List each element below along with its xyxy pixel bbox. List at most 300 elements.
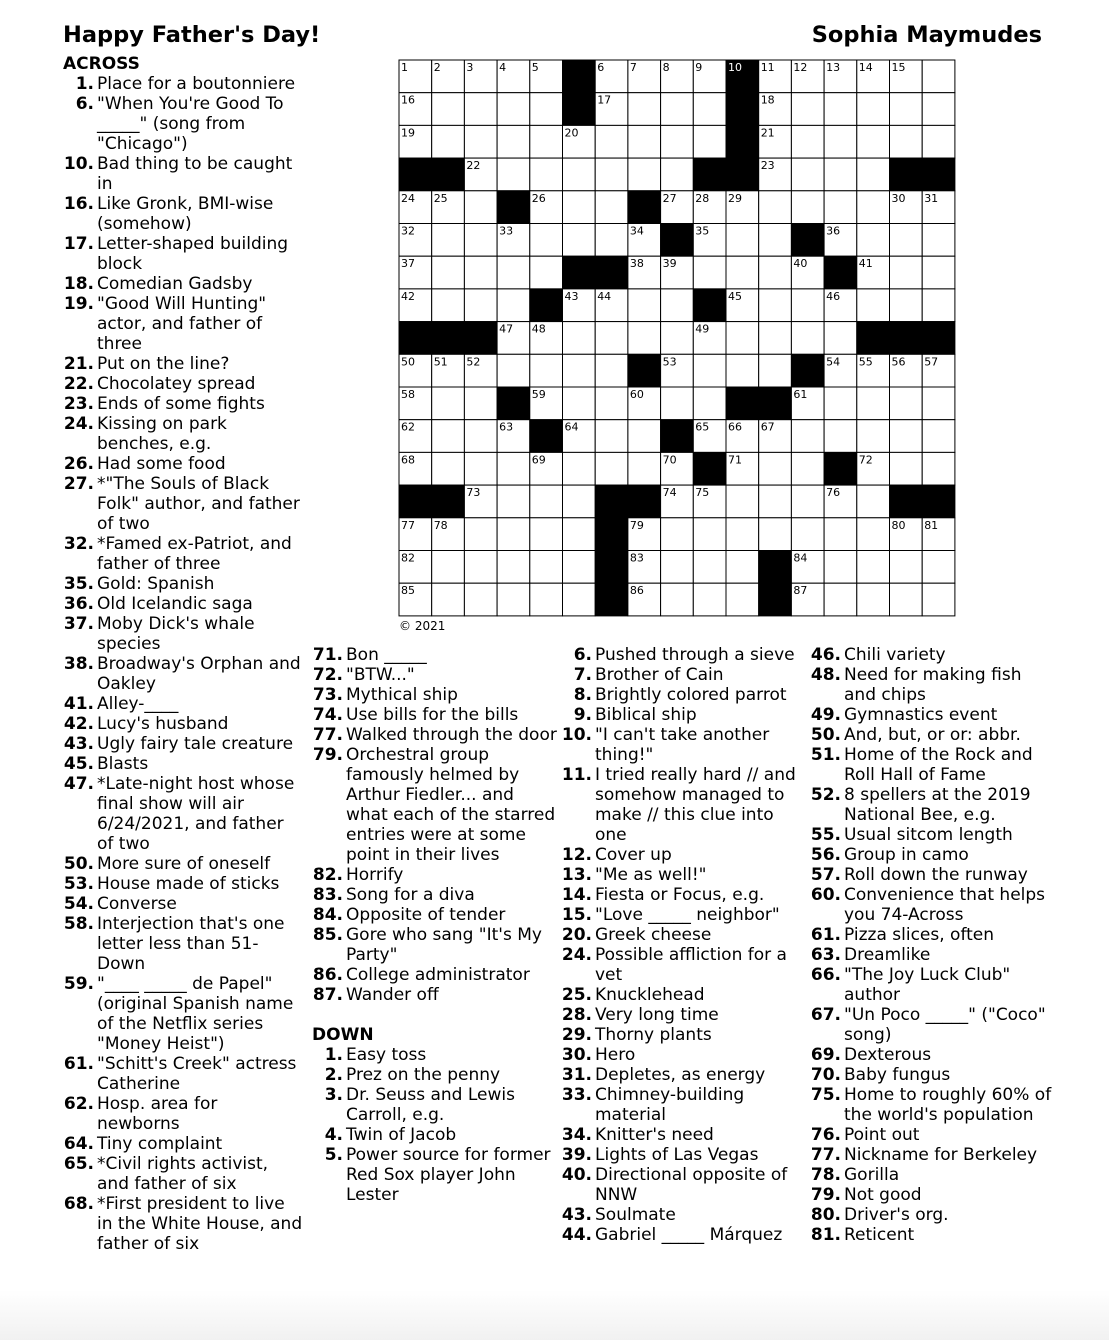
grid-cell[interactable] [693, 93, 726, 126]
clue-item[interactable] [810, 885, 1054, 925]
clue-number: 53. [63, 874, 94, 894]
clue-item[interactable] [63, 234, 303, 274]
grid-cell[interactable] [857, 420, 890, 453]
grid-cell[interactable] [922, 583, 955, 616]
grid-cell[interactable] [791, 322, 824, 355]
grid-cell[interactable] [791, 289, 824, 322]
grid-cell[interactable] [791, 93, 824, 126]
grid-cell[interactable] [759, 224, 792, 257]
clue-item[interactable] [810, 1185, 1054, 1205]
clue-item[interactable] [561, 925, 806, 945]
grid-cell[interactable] [759, 354, 792, 387]
clue-item[interactable] [312, 1045, 560, 1065]
clue-item[interactable] [63, 1194, 303, 1254]
grid-cell[interactable] [661, 387, 694, 420]
clue-column-4 [810, 645, 1054, 1245]
grid-cell[interactable] [791, 485, 824, 518]
grid-cell[interactable] [432, 289, 465, 322]
grid-cell[interactable] [432, 583, 465, 616]
clue-item[interactable] [561, 665, 806, 685]
clue-item[interactable] [312, 865, 560, 885]
grid-cell[interactable] [432, 387, 465, 420]
grid-cell[interactable] [791, 518, 824, 551]
grid-cell[interactable] [693, 583, 726, 616]
clue-item[interactable] [63, 974, 303, 1054]
clue-item[interactable] [63, 1154, 303, 1194]
grid-cell[interactable] [922, 452, 955, 485]
clue-item[interactable] [561, 1205, 806, 1225]
clue-item[interactable] [63, 474, 303, 534]
grid-cell[interactable] [922, 93, 955, 126]
clue-item[interactable] [561, 945, 806, 985]
clue-item[interactable] [63, 394, 303, 414]
grid-cell[interactable] [824, 322, 857, 355]
cell-number: 7 [629, 61, 637, 74]
clue-item[interactable] [561, 1025, 806, 1045]
black-square [497, 387, 530, 420]
clue-text: Brightly colored parrot [595, 685, 787, 705]
clue-item[interactable] [810, 1125, 1054, 1145]
clue-item[interactable] [312, 905, 560, 925]
black-square [759, 583, 792, 616]
grid-cell[interactable] [890, 289, 923, 322]
clue-text: Gorilla [844, 1165, 900, 1185]
grid-cell[interactable] [824, 420, 857, 453]
grid-cell[interactable] [890, 551, 923, 584]
grid-cell[interactable] [464, 191, 497, 224]
grid-cell[interactable] [530, 518, 563, 551]
clue-item[interactable] [810, 725, 1054, 745]
grid-cell[interactable] [824, 93, 857, 126]
cell-number: 25 [433, 191, 448, 205]
clue-item[interactable] [63, 1054, 303, 1094]
clue-item[interactable] [810, 1065, 1054, 1085]
grid-cell[interactable] [464, 387, 497, 420]
clue-item[interactable] [63, 614, 303, 654]
grid-cell[interactable] [628, 452, 661, 485]
grid-cell[interactable] [726, 518, 759, 551]
black-square [922, 158, 955, 191]
grid-cell[interactable] [661, 93, 694, 126]
grid-cell[interactable] [726, 322, 759, 355]
grid-cell[interactable] [628, 420, 661, 453]
grid-cell[interactable] [595, 420, 628, 453]
grid-cell[interactable] [759, 485, 792, 518]
clue-item[interactable] [63, 74, 303, 94]
grid-cell[interactable] [857, 518, 890, 551]
grid-cell[interactable] [661, 583, 694, 616]
grid-cell[interactable] [661, 289, 694, 322]
grid-cell[interactable] [857, 224, 890, 257]
clue-item[interactable] [561, 845, 806, 865]
grid-cell[interactable] [530, 158, 563, 191]
grid-cell[interactable] [890, 420, 923, 453]
clue-item[interactable] [312, 925, 560, 965]
clue-item[interactable] [561, 865, 806, 885]
grid-cell[interactable] [497, 551, 530, 584]
clue-item[interactable] [561, 725, 806, 765]
grid-cell[interactable] [922, 420, 955, 453]
clue-number: 20. [561, 925, 592, 945]
grid-cell[interactable] [432, 551, 465, 584]
clue-item[interactable] [561, 985, 806, 1005]
grid-cell[interactable] [759, 256, 792, 289]
clue-item[interactable] [63, 594, 303, 614]
grid-cell[interactable] [661, 551, 694, 584]
clue-item[interactable] [810, 845, 1054, 865]
grid-cell[interactable] [563, 551, 596, 584]
clue-item[interactable] [63, 854, 303, 874]
clue-number: 55. [810, 825, 841, 845]
clue-item[interactable] [810, 1225, 1054, 1245]
clue-text: Tiny complaint [97, 1134, 223, 1154]
clue-item[interactable] [312, 705, 560, 725]
clue-text: Bad thing to be caught in [97, 154, 293, 194]
clue-item[interactable] [63, 574, 303, 594]
clue-number: 78. [810, 1165, 841, 1185]
clue-item[interactable] [810, 1005, 1054, 1045]
clue-item[interactable] [810, 665, 1054, 705]
grid-cell[interactable] [497, 583, 530, 616]
grid-cell[interactable] [563, 191, 596, 224]
grid-cell[interactable] [661, 125, 694, 158]
grid-cell[interactable] [824, 518, 857, 551]
grid-cell[interactable] [464, 452, 497, 485]
clue-item[interactable] [63, 454, 303, 474]
clue-item[interactable] [810, 645, 1054, 665]
clue-item[interactable] [561, 705, 806, 725]
clue-item[interactable] [63, 274, 303, 294]
grid-cell[interactable] [628, 125, 661, 158]
clue-item[interactable] [312, 745, 560, 865]
grid-cell[interactable] [857, 583, 890, 616]
grid-cell[interactable] [661, 158, 694, 191]
clue-item[interactable] [561, 1045, 806, 1065]
grid-cell[interactable] [497, 289, 530, 322]
clue-item[interactable] [810, 705, 1054, 725]
clue-item[interactable] [810, 1045, 1054, 1065]
cell-number: 40 [793, 257, 808, 271]
grid-cell[interactable] [693, 256, 726, 289]
grid-cell[interactable] [563, 158, 596, 191]
clue-item[interactable] [63, 194, 303, 234]
grid-cell[interactable] [628, 289, 661, 322]
grid-cell[interactable] [693, 387, 726, 420]
clue-item[interactable] [312, 1085, 560, 1125]
clue-text: Lights of Las Vegas [595, 1145, 759, 1165]
grid-cell[interactable] [530, 583, 563, 616]
grid-cell[interactable] [497, 354, 530, 387]
cell-number: 5 [531, 61, 539, 74]
clue-item[interactable] [63, 754, 303, 774]
clue-number: 68. [63, 1194, 94, 1214]
clue-item[interactable] [561, 685, 806, 705]
grid-cell[interactable] [432, 420, 465, 453]
grid-cell[interactable] [464, 518, 497, 551]
clue-item[interactable] [561, 1125, 806, 1145]
cell-number: 31 [924, 191, 939, 205]
clue-text: Bon _____ [346, 645, 427, 665]
clue-item[interactable] [561, 1165, 806, 1205]
grid-cell[interactable] [432, 256, 465, 289]
grid-cell[interactable] [890, 583, 923, 616]
clue-item[interactable] [63, 294, 303, 354]
grid-cell[interactable] [693, 354, 726, 387]
grid-cell[interactable] [563, 485, 596, 518]
cell-number: 41 [858, 257, 873, 271]
grid-cell[interactable] [595, 224, 628, 257]
grid-cell[interactable] [759, 289, 792, 322]
clue-item[interactable] [63, 94, 303, 154]
cell-number: 75 [695, 486, 710, 500]
grid-cell[interactable] [464, 125, 497, 158]
grid-cell[interactable] [464, 551, 497, 584]
cell-number: 48 [531, 322, 546, 336]
grid-cell[interactable] [824, 387, 857, 420]
clue-item[interactable] [63, 374, 303, 394]
grid-cell[interactable] [497, 125, 530, 158]
clue-item[interactable] [810, 785, 1054, 825]
grid-cell[interactable] [922, 551, 955, 584]
grid-cell[interactable] [890, 387, 923, 420]
grid-cell[interactable] [922, 256, 955, 289]
clue-number: 85. [312, 925, 343, 945]
grid-cell[interactable] [791, 191, 824, 224]
clue-item[interactable] [63, 734, 303, 754]
clue-item[interactable] [312, 645, 560, 665]
clue-number: 9. [573, 705, 592, 725]
grid-cell[interactable] [824, 551, 857, 584]
grid-cell[interactable] [693, 551, 726, 584]
grid-cell[interactable] [922, 224, 955, 257]
clue-item[interactable] [63, 874, 303, 894]
clue-text: Walked through the door [346, 725, 557, 745]
clue-text: Depletes, as energy [595, 1065, 766, 1085]
clue-item[interactable] [63, 1134, 303, 1154]
grid-cell[interactable] [628, 322, 661, 355]
clue-item[interactable] [312, 965, 560, 985]
grid-cell[interactable] [791, 158, 824, 191]
grid-cell[interactable] [432, 125, 465, 158]
grid-cell[interactable] [824, 583, 857, 616]
clue-text: Point out [844, 1125, 920, 1145]
grid-cell[interactable] [530, 551, 563, 584]
clue-text: "Schitt's Creek" actress Catherine [97, 1054, 297, 1094]
grid-cell[interactable] [530, 93, 563, 126]
grid-cell[interactable] [857, 158, 890, 191]
grid-cell[interactable] [497, 256, 530, 289]
grid-cell[interactable] [464, 289, 497, 322]
clue-item[interactable] [63, 354, 303, 374]
clue-item[interactable] [810, 1085, 1054, 1125]
clue-item[interactable] [312, 665, 560, 685]
clue-item[interactable] [561, 905, 806, 925]
crossword-grid[interactable] [398, 59, 956, 617]
grid-cell[interactable] [563, 387, 596, 420]
grid-cell[interactable] [922, 289, 955, 322]
grid-cell[interactable] [628, 158, 661, 191]
clue-item[interactable] [63, 914, 303, 974]
grid-cell[interactable] [661, 518, 694, 551]
grid-cell[interactable] [759, 452, 792, 485]
grid-cell[interactable] [432, 452, 465, 485]
grid-cell[interactable] [628, 93, 661, 126]
grid-cell[interactable] [857, 289, 890, 322]
clue-item[interactable] [312, 1145, 560, 1205]
grid-cell[interactable] [693, 518, 726, 551]
clue-item[interactable] [312, 725, 560, 745]
grid-cell[interactable] [857, 485, 890, 518]
grid-cell[interactable] [595, 354, 628, 387]
grid-cell[interactable] [497, 485, 530, 518]
grid-cell[interactable] [726, 256, 759, 289]
grid-cell[interactable] [595, 125, 628, 158]
clue-item[interactable] [63, 654, 303, 694]
grid-cell[interactable] [464, 420, 497, 453]
grid-cell[interactable] [497, 158, 530, 191]
clue-item[interactable] [561, 1005, 806, 1025]
grid-cell[interactable] [595, 191, 628, 224]
grid-cell[interactable] [759, 518, 792, 551]
grid-cell[interactable] [759, 322, 792, 355]
grid-cell[interactable] [857, 191, 890, 224]
clue-item[interactable] [561, 645, 806, 665]
grid-cell[interactable] [530, 485, 563, 518]
grid-cell[interactable] [464, 224, 497, 257]
black-square [922, 485, 955, 518]
grid-cell[interactable] [693, 125, 726, 158]
grid-cell[interactable] [497, 452, 530, 485]
grid-cell[interactable] [890, 452, 923, 485]
grid-cell[interactable] [824, 125, 857, 158]
clue-item[interactable] [63, 774, 303, 854]
clue-item[interactable] [561, 885, 806, 905]
clue-number: 77. [312, 725, 343, 745]
clue-item[interactable] [63, 154, 303, 194]
grid-cell[interactable] [563, 224, 596, 257]
black-square [726, 158, 759, 191]
clue-item[interactable] [810, 1165, 1054, 1185]
clue-number: 42. [63, 714, 94, 734]
clue-item[interactable] [63, 714, 303, 734]
clue-text: "Good Will Hunting" actor, and father of three [97, 294, 267, 354]
clue-text: Need for making fish and chips [844, 665, 1022, 705]
black-square [693, 452, 726, 485]
grid-cell[interactable] [857, 387, 890, 420]
clue-item[interactable] [63, 694, 303, 714]
grid-cell[interactable] [563, 452, 596, 485]
clue-item[interactable] [312, 1065, 560, 1085]
grid-cell[interactable] [726, 583, 759, 616]
grid-cell[interactable] [890, 125, 923, 158]
grid-cell[interactable] [857, 125, 890, 158]
grid-cell[interactable] [595, 387, 628, 420]
clue-item[interactable] [312, 685, 560, 705]
clue-item[interactable] [561, 1225, 806, 1245]
clue-text: Twin of Jacob [346, 1125, 457, 1145]
clue-item[interactable] [561, 1145, 806, 1165]
clue-text: Hero [595, 1045, 636, 1065]
grid-cell[interactable] [922, 60, 955, 93]
grid-cell[interactable] [530, 125, 563, 158]
clue-item[interactable] [312, 1125, 560, 1145]
clue-item[interactable] [561, 1085, 806, 1125]
clue-text: Broadway's Orphan and Oakley [97, 654, 301, 694]
clue-text: Use bills for the bills [346, 705, 519, 725]
clue-number: 16. [63, 194, 94, 214]
clue-item[interactable] [312, 885, 560, 905]
grid-cell[interactable] [759, 191, 792, 224]
clue-number: 6. [573, 645, 592, 665]
clue-item[interactable] [810, 745, 1054, 785]
grid-cell[interactable] [563, 354, 596, 387]
clue-item[interactable] [63, 414, 303, 454]
black-square [759, 387, 792, 420]
grid-cell[interactable] [726, 224, 759, 257]
grid-cell[interactable] [595, 158, 628, 191]
grid-cell[interactable] [661, 322, 694, 355]
grid-cell[interactable] [595, 322, 628, 355]
grid-cell[interactable] [497, 518, 530, 551]
grid-cell[interactable] [530, 224, 563, 257]
grid-cell[interactable] [824, 191, 857, 224]
grid-cell[interactable] [432, 224, 465, 257]
grid-cell[interactable] [791, 452, 824, 485]
grid-cell[interactable] [791, 125, 824, 158]
grid-cell[interactable] [563, 322, 596, 355]
grid-cell[interactable] [857, 551, 890, 584]
clue-item[interactable] [312, 985, 560, 1005]
clue-item[interactable] [810, 1145, 1054, 1165]
clue-text: "I can't take another thing!" [595, 725, 770, 765]
grid-cell[interactable] [890, 256, 923, 289]
grid-cell[interactable] [824, 158, 857, 191]
clue-item[interactable] [63, 534, 303, 574]
grid-cell[interactable] [726, 354, 759, 387]
clue-item[interactable] [810, 825, 1054, 845]
grid-cell[interactable] [497, 93, 530, 126]
grid-cell[interactable] [791, 420, 824, 453]
grid-cell[interactable] [857, 93, 890, 126]
clue-item[interactable] [561, 765, 806, 845]
clue-item[interactable] [810, 865, 1054, 885]
grid-cell[interactable] [726, 551, 759, 584]
grid-cell[interactable] [595, 452, 628, 485]
grid-cell[interactable] [563, 518, 596, 551]
clue-item[interactable] [810, 965, 1054, 1005]
grid-cell[interactable] [530, 354, 563, 387]
clue-item[interactable] [810, 945, 1054, 965]
grid-cell[interactable] [922, 125, 955, 158]
grid-cell[interactable] [726, 485, 759, 518]
grid-cell[interactable] [563, 583, 596, 616]
grid-cell[interactable] [922, 387, 955, 420]
cell-number: 86 [629, 584, 644, 598]
clue-item[interactable] [63, 1094, 303, 1134]
clue-item[interactable] [561, 1065, 806, 1085]
grid-cell[interactable] [464, 93, 497, 126]
clue-number: 61. [810, 925, 841, 945]
clue-item[interactable] [63, 894, 303, 914]
grid-cell[interactable] [530, 256, 563, 289]
clue-item[interactable] [810, 925, 1054, 945]
grid-cell[interactable] [432, 93, 465, 126]
grid-cell[interactable] [890, 93, 923, 126]
grid-cell[interactable] [890, 224, 923, 257]
clue-item[interactable] [810, 1205, 1054, 1225]
grid-cell[interactable] [464, 256, 497, 289]
grid-cell[interactable] [464, 583, 497, 616]
